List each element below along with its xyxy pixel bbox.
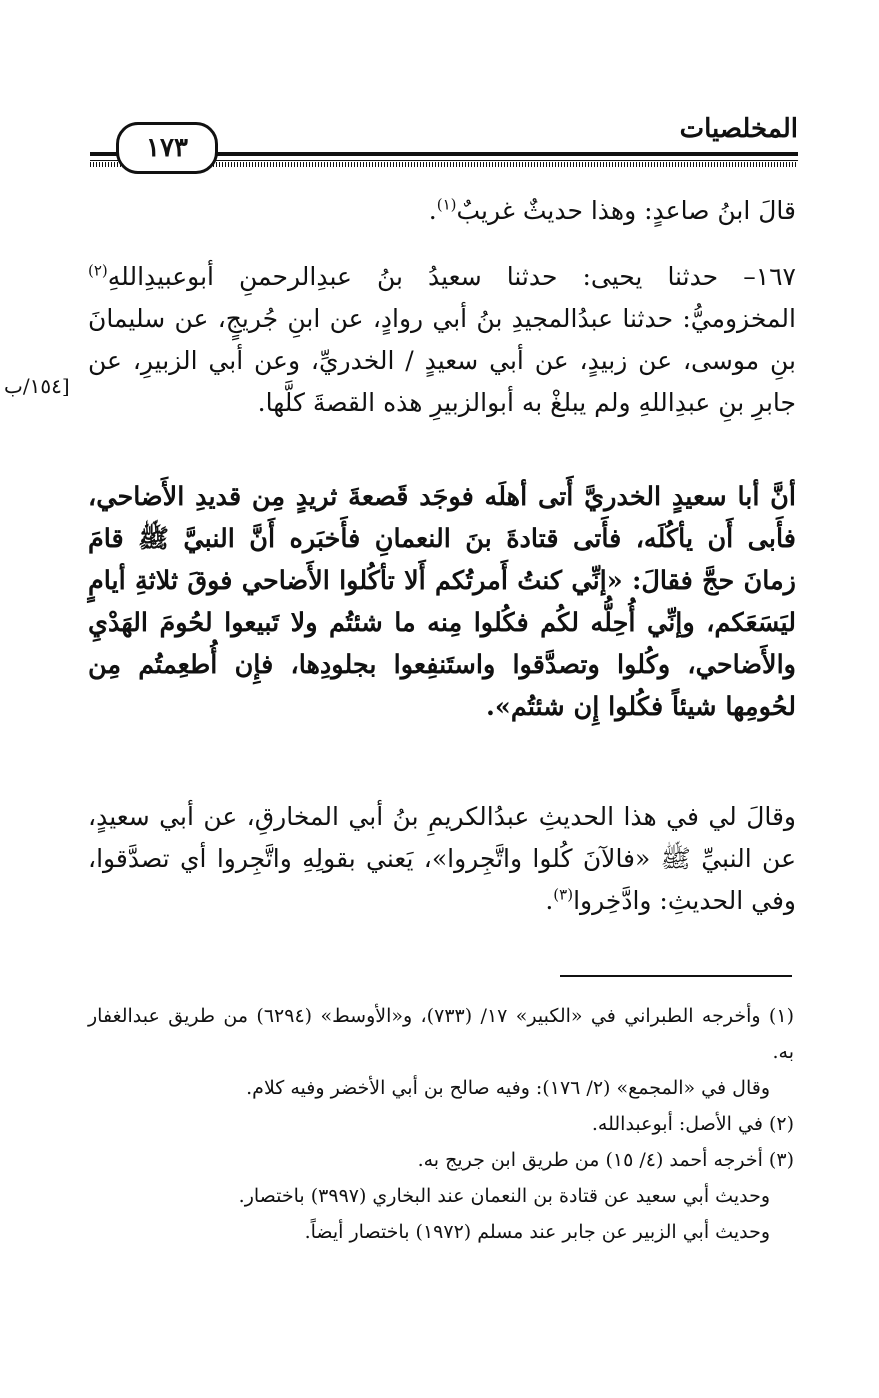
footnote: (١) وأخرجه الطبراني في «الكبير» ١٧/ (٧٣٣)، و«الأوسط» (٦٢٩٤) من طريق عبدالغفار به. xyxy=(88,1005,794,1063)
paragraph-1-end: . xyxy=(428,196,437,225)
page-number: ١٧٣ xyxy=(146,133,188,163)
footnote: وحديث أبي الزبير عن جابر عند مسلم (١٩٧٢) باختصار أيضاً. xyxy=(304,1221,770,1243)
manuscript-folio-note: [١٥٤/ب xyxy=(4,374,70,398)
footnote-ref-2: (٢) xyxy=(88,261,108,280)
paragraph-4-end: . xyxy=(545,886,554,915)
footnote-ref-3: (٣) xyxy=(553,885,574,904)
paragraph-1-text: قالَ ابنُ صاعدٍ: وهذا حديثٌ غريبٌ xyxy=(456,196,796,225)
paragraph-4-text: وقالَ لي في هذا الحديثِ عبدُالكريمِ بنُ أبي المخارقِ، عن أبي سعيدٍ، عن النبيِّ ﷺ «فالآنَ كُلوا واتَّجِروا»، يَعني بقولِهِ واتَّجِروا أي تصدَّقوا، وفي الحديثِ: وادَّخِروا xyxy=(88,802,796,915)
page-header xyxy=(90,108,798,188)
footnote: (٣) أخرجه أحمد (٤/ ١٥) من طريق ابن جريج به. xyxy=(417,1149,794,1171)
isnad-rest: المخزوميُّ: حدثنا عبدُالمجيدِ بنُ أبي روادٍ، عن ابنِ جُريجٍ، عن سليمانَ بنِ موسى، عن زبيدٍ، عن أبي سعيدٍ / الخدريِّ، وعن أبي الزبيرِ، عن جابرِ بنِ عبدِاللهِ ولم يبلغْ به أبوالزبيرِ هذه القصةَ كلَّها. xyxy=(88,304,796,417)
footnote: وحديث أبي سعيد عن قتادة بن النعمان عند البخاري (٣٩٩٧) باختصار. xyxy=(238,1185,770,1207)
hadith-matn: أنَّ أبا سعيدٍ الخدريَّ أَتى أهلَه فوجَد قَصعةَ ثريدٍ مِن قديدِ الأَضاحي، فأَبى أَن يأكُلَه، فأَتى قتادةَ بنَ النعمانِ فأَخبَره أَنَّ النبيَّ ﷺ قامَ زمانَ حجَّ فقالَ: «إنِّي كنتُ أَمرتُكم أَلا تأكُلوا الأَضاحي فوقَ ثلاثةِ أيامٍ ليَسَعَكم، وإنِّي أُحِلُّه لكُم فكُلوا مِنه ما شئتُم ولا تَبيعوا لحُومَ الهَدْيِ والأَضاحي، وكُلوا وتصدَّقوا واستَنفِعوا بجلودِها، فإِن أُطعِمتُم مِن لحُومِها شيئاً فكُلوا إِن شئتُم». xyxy=(88,482,796,722)
paragraph-1 xyxy=(88,190,796,232)
footnote-separator xyxy=(560,975,792,977)
footnotes xyxy=(88,998,794,1250)
footnote-ref-1: (١) xyxy=(436,195,457,214)
book-title: المخلصيات xyxy=(679,114,798,144)
hadith-167-isnad xyxy=(88,256,796,424)
paragraph-4 xyxy=(88,796,796,922)
page-number-frame xyxy=(116,122,218,174)
footnote: وقال في «المجمع» (٢/ ١٧٦): وفيه صالح بن أبي الأخضر وفيه كلام. xyxy=(246,1077,770,1099)
footnote: (٢) في الأصل: أبوعبدالله. xyxy=(591,1113,794,1135)
isnad-opening: ١٦٧– حدثنا يحيى: حدثنا سعيدُ بنُ عبدِالرحمنِ أبوعبيدِاللهِ xyxy=(107,262,796,291)
